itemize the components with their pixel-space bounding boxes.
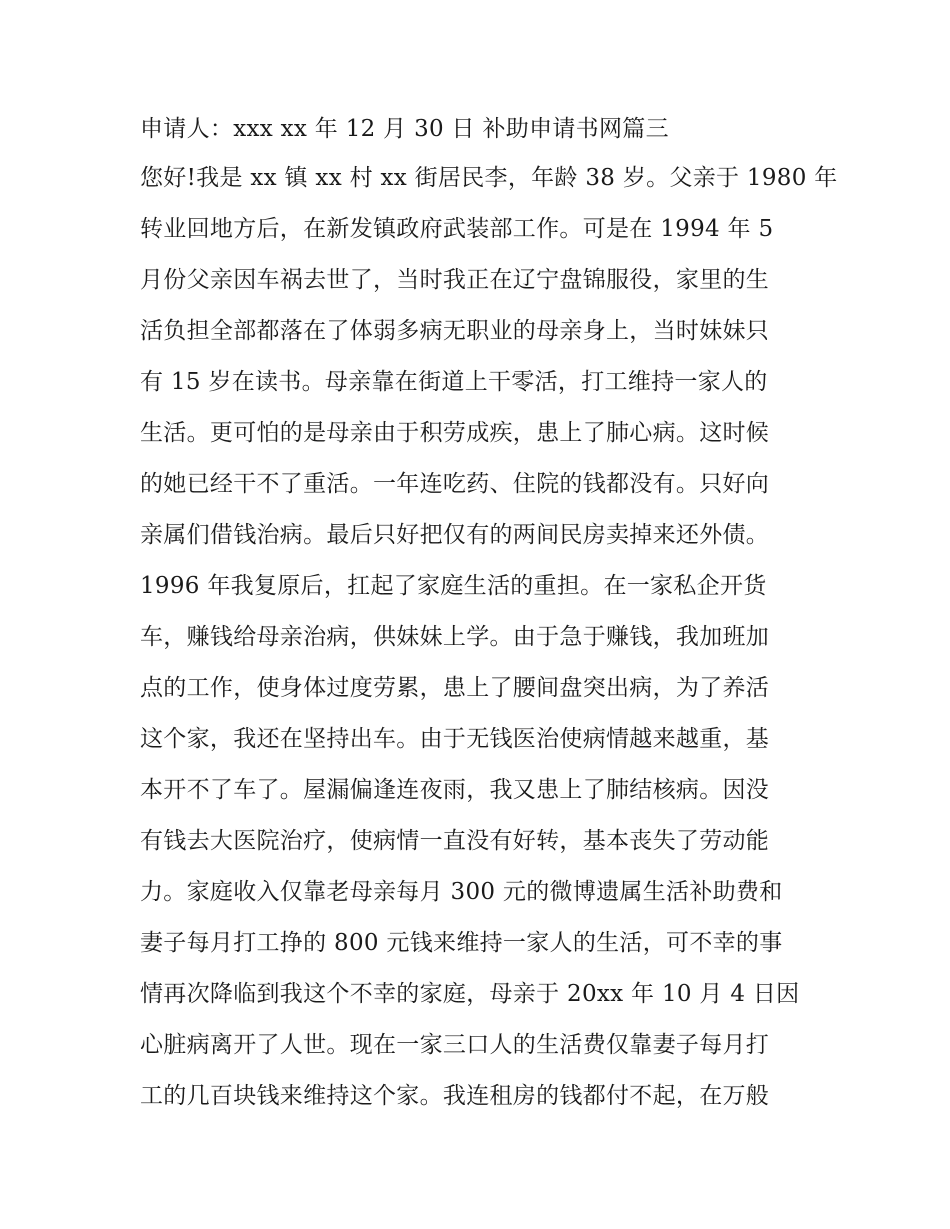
text-line: 1996 年我复原后，扛起了家庭生活的重担。在一家私企开货 [140, 573, 767, 599]
text-line: 本开不了车了。屋漏偏逢连夜雨，我又患上了肺结核病。因没 [140, 777, 770, 803]
text-line: 情再次降临到我这个不幸的家庭，母亲于 20xx 年 10 月 4 日因 [140, 981, 800, 1007]
text-line: 有钱去大医院治疗，使病情一直没有好转，基本丧失了劳动能 [140, 828, 770, 854]
text-line: 妻子每月打工挣的 800 元钱来维持一家人的生活，可不幸的事 [140, 930, 783, 956]
text-line: 工的几百块钱来维持这个家。我连租房的钱都付不起，在万般 [140, 1083, 770, 1109]
text-line: 有 15 岁在读书。母亲靠在街道上干零活，打工维持一家人的 [140, 369, 768, 395]
text-line: 活负担全部都落在了体弱多病无职业的母亲身上，当时妹妹只 [140, 318, 770, 344]
text-line: 您好!我是 xx 镇 xx 村 xx 街居民李，年龄 38 岁。父亲于 1980 年 [140, 165, 838, 191]
text-line: 的她已经干不了重活。一年连吃药、住院的钱都没有。只好向 [140, 471, 770, 497]
text-line: 生活。更可怕的是母亲由于积劳成疾，患上了肺心病。这时候 [140, 420, 770, 446]
text-line: 心脏病离开了人世。现在一家三口人的生活费仅靠妻子每月打 [140, 1032, 770, 1058]
text-line: 车，赚钱给母亲治病，供妹妹上学。由于急于赚钱，我加班加 [140, 624, 770, 650]
text-line: 力。家庭收入仅靠老母亲每月 300 元的微博遗属生活补助费和 [140, 879, 783, 905]
text-line: 申请人：xxx xx 年 12 月 30 日 补助申请书网篇三 [140, 116, 669, 142]
text-line: 亲属们借钱治病。最后只好把仅有的两间民房卖掉来还外债。 [140, 522, 770, 548]
text-line: 转业回地方后，在新发镇政府武装部工作。可是在 1994 年 5 [140, 216, 774, 242]
text-line: 点的工作，使身体过度劳累，患上了腰间盘突出病，为了养活 [140, 675, 770, 701]
document-body [140, 105, 838, 1122]
text-line: 这个家，我还在坚持出车。由于无钱医治使病情越来越重，基 [140, 726, 770, 752]
text-line: 月份父亲因车祸去世了，当时我正在辽宁盘锦服役，家里的生 [140, 267, 770, 293]
